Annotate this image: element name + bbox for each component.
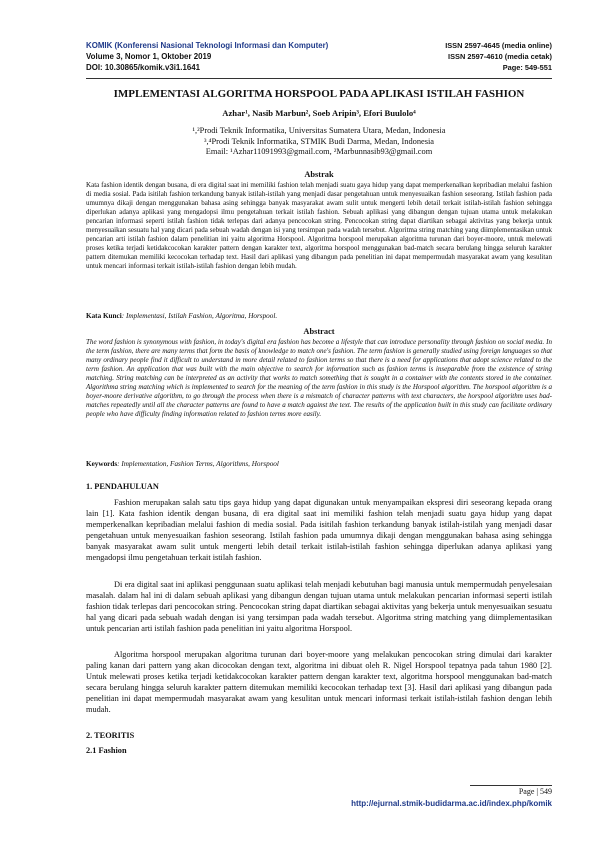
intro-paragraph-2: Di era digital saat ini aplikasi penggunaan suatu aplikasi telah menjadi kebutuhan bagi manusia untuk mempermudah penyelesaian masalah. dalam hal ini di dalam sebuah aplikasi yang dibangun dengan tujuan utama untuk melakukan pencarian informasi seperti istilah fashion tidak terlepas dari pencocokan string. Pencocokan string dapat diartikan sebagai aktivitas yang bekerja untuk menyesuaikan sesuatu hal yang dicari pada sebuah wadah dengan isi yang tersimpan pada wadah tersebut. Algoritma string matching yang diimplementasikan untuk pencarian arti istilah fashion pada penelitian ini yaitu algoritma Horspool. (86, 580, 552, 633)
paper-authors: Azhar¹, Nasib Marbun², Soeb Aripin³, Efori Buulolo⁴ (222, 108, 416, 118)
subsection-2-1-heading: 2.1 Fashion (86, 746, 127, 755)
section-1-heading: 1. PENDAHULUAN (86, 482, 159, 491)
issn-online: ISSN 2597-4645 (media online) (445, 41, 552, 50)
intro-paragraph-3: Algoritma horspool merupakan algoritma turunan dari boyer-moore yang melakukan pencocokan string dimulai dari karakter paling kanan dari pattern yang akan dicocokan dengan text, algoritma ini dibuat oleh R. Nigel Horspool tepatnya pada tahun 1980 [2]. Untuk melewati proses ketika terjadi ketidakcocokan karakter pattern dengan karakter text, algoritma horspool menggunakan bad-match secara berulang hingga seluruh karakter pattern ditemukan memiliki kecocokan terhadap text [3]. Hasil dari aplikasi yang dibangun pada penelitian ini dapat mempermudah masyarakat awam yang kesulitan untuk mencari informasi terkait istilah-istilah fashion dengan lebih mudah. (86, 650, 552, 714)
footer-divider (470, 785, 552, 786)
author-emails: Email: ¹Azhar11091993@gmail.com, ²Marbunnasib93@gmail.com (205, 147, 433, 156)
journal-doi: DOI: 10.30865/komik.v3i1.1641 (86, 63, 201, 72)
abstrak-heading: Abstrak (304, 170, 334, 179)
keywords-label: Keywords (86, 460, 118, 468)
kata-kunci-label: Kata Kunci (86, 312, 122, 320)
journal-url-link[interactable]: http://ejurnal.stmik-budidarma.ac.id/index.php/komik (351, 799, 552, 808)
abstrak-body: Kata fashion identik dengan busana, di era digital saat ini memiliki fashion telah menjadi suatu gaya hidup yang dapat memperkenalkan kepribadian melalui fashion di media sosial. Pada isitilah fashion terkandung banyak istilah-istilah yang menjadi dasar pengetahuan untuk menyesuaikan fashion seseorang. Istilah fashion pada umumnya dikaji dengan menggunakan bahasa asing sehingga banyak masyarakat awam sulit untuk mengerti lebih detail terkait istilah-istilah fashion sehingga diperlukan adanya aplikasi yang mengadopsi ilmu pengetahuan terkait istilah fashion. Sebuah aplikasi yang dibangun dengan tujuan utama untuk melakukan pencarian informasi seperti istilah fashion tidak terlepas dari adanya pencocokan string. Pencocokan string dapat diartikan sebagai aktivitas yang bekerja untuk menyesuaikan sesuatu hal yang dicari pada sebuah wadah dengan isi yang tersimpan pada wadah tersebut. Algoritma string matching yang diimplementasikan untuk pencarian arti istilah fashion dalam penelitian ini yaitu algoritma Horspool. Algoritma horspool merupakan algoritma turunan dari boyer-moore, untuk melewati proses ketika terjadi ketidakcocokan karakter pattern dengan karakter text, algoritma horspool menggunakan bad-match secara berulang hingga seluruh karakter pattern ditemukan memiliki kecocokan terhadap text. Hasil dari aplikasi yang dibangun pada penelitian ini dapat mempermudah masyarakat awam yang kesulitan untuk mencari informasi terkait istilah-istilah fashion dengan lebih mudah. (86, 181, 552, 271)
affiliation-1: ¹,²Prodi Teknik Informatika, Universitas Sumatera Utara, Medan, Indonesia (192, 126, 446, 135)
header-divider (86, 78, 552, 79)
abstract-body: The word fashion is synonymous with fashion, in today's digital era fashion has become a lifestyle that can introduce personality through fashion on social media. In the term fashion, there are many terms that form the basis of knowledge to match one's fashion. The term fashion is generally studied using foreign languages so that many ordinary people find it difficult to understand in more detail related to fashion terms so that there is a need for applications that adopt science related to the term fashion. An application that was built with the main objective to search for information such as fashion terms is inseparable from the existence of string matching. String matching can be interpreted as an activity that works to match something that is sought in a container with the contents stored in the container. Algorithma string matching which is implemented to search for the meaning of the term fashion in this study is the Horspool algorithm. The horspool algorithm is a boyer-moore derivative algorithm, to go through the process when there is a mismatch of character patterns with text characters, the horspool algorithm uses bad-matches repeatedly until all the character patterns are found to have a match against the text. The results of the application built in this study can facilitate ordinary people who have difficulty finding information related to fashion terms more easily. (86, 338, 552, 419)
journal-header-left (86, 40, 416, 73)
section-2-heading: 2. TEORITIS (86, 731, 135, 740)
kata-kunci-values: : Implementasi, Istilah Fashion, Algoritma, Horspool. (121, 312, 278, 320)
intro-paragraph-1: Fashion merupakan salah satu tips gaya hidup yang dapat digunakan untuk menyampaikan ekspresi diri seseorang kepada orang lain [1]. Kata fashion identik dengan busana, di era digital saat ini memiliki fashion telah menjadi suatu gaya hidup yang dapat memperkenalkan kepribadian melalui fashion di media sosial. Pada isitilah fashion terkandung banyak istilah-istilah yang menjadi dasar pengetahuan untuk menyesuaikan fashion seseorang. Istilah fashion pada umumnya dikaji dengan menggunakan bahasa asing sehingga banyak masyarakat awam sulit untuk mengerti lebih detail terkait istilah-istilah fashion sehingga diperlukan adanya aplikasi yang mengadopsi ilmu pengetahuan terkait istilah fashion. (86, 498, 552, 562)
page-number: Page | 549 (518, 787, 552, 796)
journal-header-right (402, 40, 552, 73)
issn-print: ISSN 2597-4610 (media cetak) (448, 52, 552, 61)
journal-volume: Volume 3, Nomor 1, Oktober 2019 (86, 52, 212, 61)
kata-kunci (86, 312, 552, 320)
keywords (86, 460, 552, 468)
journal-name: KOMIK (Konferensi Nasional Teknologi Informasi dan Komputer) (86, 41, 329, 50)
keywords-values: : Implementation, Fashion Terms, Algorithms, Horspool (117, 460, 279, 468)
page-range: Page: 549-551 (502, 63, 552, 72)
affiliation-2: ³,⁴Prodi Teknik Informatika, STMIK Budi Darma, Medan, Indonesia (203, 136, 435, 146)
abstract-heading: Abstract (303, 327, 335, 336)
paper-title: IMPLEMENTASI ALGORITMA HORSPOOL PADA APLIKASI ISTILAH FASHION (113, 88, 525, 100)
affiliations (86, 126, 552, 158)
